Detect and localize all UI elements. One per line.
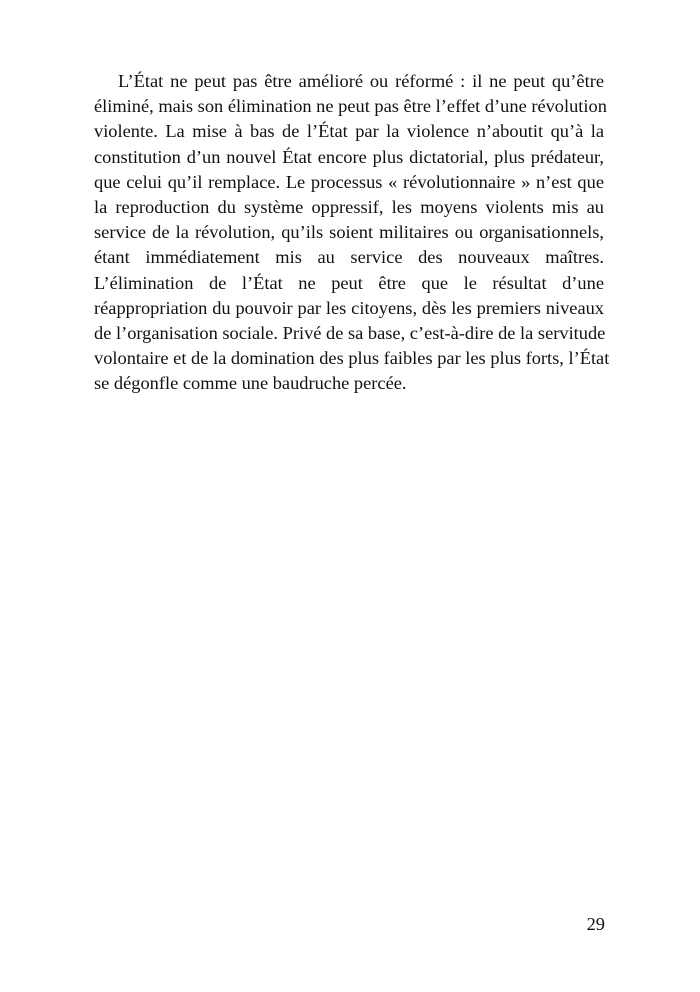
paragraph-line: service de la révolution, qu’ils soient militaires ou organisationnels, [94,222,604,243]
paragraph-line: constitution d’un nouvel État encore plus dictatorial, plus prédateur, [94,146,604,167]
paragraph-line: la reproduction du système oppressif, les moyens violents mis au [94,196,604,217]
paragraph-line: étant immédiatement mis au service des nouveaux maîtres. [94,247,604,268]
paragraph-line: L’État ne peut pas être amélioré ou réformé : il ne peut qu’être [118,71,604,91]
paragraph-line: volontaire et de la domination des plus faibles par les plus forts, l’État [94,348,610,369]
paragraph-line: réappropriation du pouvoir par les citoyens, dès les premiers niveaux [94,297,604,318]
paragraph-line: de l’organisation sociale. Privé de sa base, c’est-à-dire de la servitude [94,322,606,343]
paragraph-line: violente. La mise à bas de l’État par la violence n’aboutit qu’à la [94,121,604,142]
body-paragraph [94,69,610,396]
page-number: 29 [586,914,605,934]
paragraph-line: se dégonfle comme une baudruche percée. [94,373,407,394]
paragraph-line: que celui qu’il remplace. Le processus « révolutionnaire » n’est que [94,171,604,192]
paragraph-line: éliminé, mais son élimination ne peut pas être l’effet d’une révolution [94,96,607,117]
paragraph-line: L’élimination de l’État ne peut être que le résultat d’une [94,272,604,293]
